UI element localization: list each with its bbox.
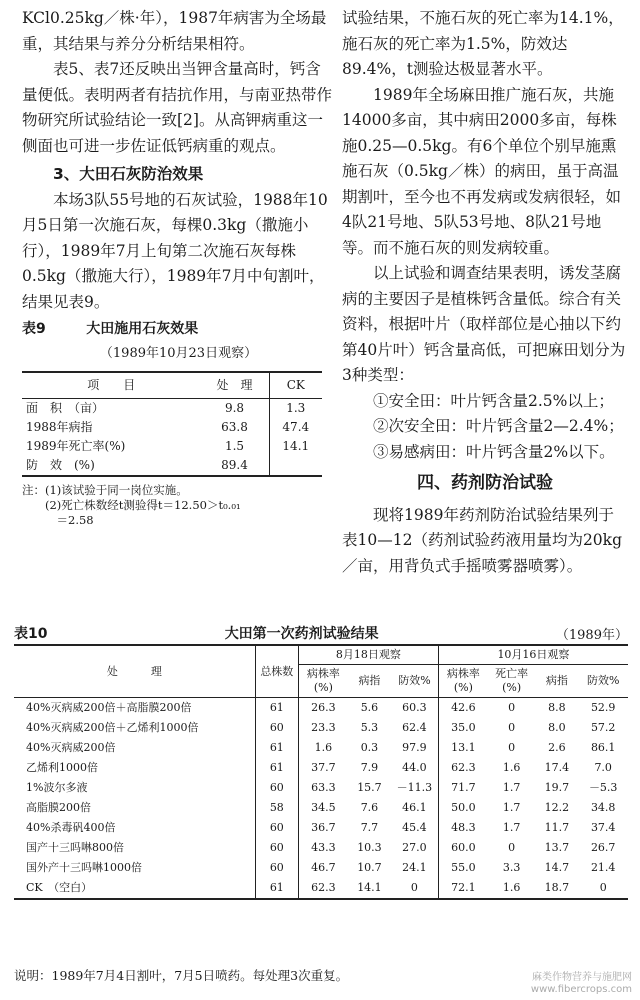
table-10-cell: 26.7 bbox=[590, 841, 616, 854]
table-10-header-index: 病指 bbox=[535, 665, 578, 698]
table-10-cell: 62.4 bbox=[402, 721, 427, 734]
table-10-cell: 27.0 bbox=[402, 841, 427, 854]
section-4-heading: 四、药剂防治试验 bbox=[417, 473, 553, 493]
table-10-cell: 17.4 bbox=[544, 761, 570, 774]
table-row bbox=[14, 858, 628, 878]
table-row bbox=[14, 758, 628, 778]
table-10-treatment-cell: 40%灭病威200倍＋高脂膜200倍 bbox=[26, 701, 192, 714]
table-10-cell: 0 bbox=[599, 881, 607, 894]
table-9-cell: 防 效 (%) bbox=[26, 457, 95, 472]
table-10-cell: 37.7 bbox=[298, 758, 348, 778]
table-9-cell: 1988年病指 bbox=[26, 419, 93, 434]
table-10-header-effect: 防效% bbox=[391, 665, 438, 698]
table-10-cell: 36.7 bbox=[298, 818, 348, 838]
table-9-cell: 1.3 bbox=[269, 398, 322, 418]
footnote: 说明：1989年7月4日割叶，7月5日喷药。每处理3次重复。 bbox=[14, 968, 349, 983]
table-9-cell: 1989年死亡率(%) bbox=[26, 438, 126, 453]
table-10-cell: 60.3 bbox=[402, 701, 427, 714]
table-10-title: 大田第一次药剂试验结果 bbox=[224, 626, 379, 642]
table-10-cell: 71.7 bbox=[438, 778, 488, 798]
table-row bbox=[14, 738, 628, 758]
table-9-subtitle: （1989年10月23日观察） bbox=[99, 346, 258, 361]
table-9-note: (2)死亡株数经t测验得t＝12.50＞t₀.₀₁ bbox=[22, 497, 241, 512]
table-10-cell: 61 bbox=[255, 758, 298, 778]
watermark-line: www.fibercrops.com bbox=[530, 984, 632, 995]
table-10-cell: 10.3 bbox=[357, 841, 382, 854]
table-10-cell: 21.4 bbox=[590, 861, 616, 874]
table-9-cell: 63.8 bbox=[221, 419, 248, 434]
table-10-cell: 37.4 bbox=[590, 821, 616, 834]
table-10-cell: 58 bbox=[255, 798, 298, 818]
table-10-cell: 24.1 bbox=[402, 861, 427, 874]
table-10-treatment-cell: 高脂膜200倍 bbox=[26, 801, 91, 814]
table-10-cell: 61 bbox=[255, 698, 298, 719]
table-10-cell: 34.5 bbox=[298, 798, 348, 818]
table-9-label: 表9 bbox=[22, 321, 46, 337]
left-para-2: 表5、表7还反映出当钾含量高时，钙含量便低。表明两者有拮抗作用，与南亚热带作物研究所试验结论一致[2]。从高钾病重这一侧面也可进一步佐证低钙病重的观点。 bbox=[22, 60, 333, 155]
table-10-cell: 5.6 bbox=[360, 701, 379, 714]
table-10-header-rate: 病株率(%) bbox=[438, 665, 488, 698]
table-10-cell: 7.0 bbox=[594, 761, 612, 774]
table-10-year: （1989年） bbox=[555, 627, 628, 643]
table-9-cell: 9.8 bbox=[224, 400, 245, 415]
table-10-body bbox=[14, 698, 628, 900]
table-row bbox=[22, 398, 322, 418]
table-row bbox=[14, 878, 628, 899]
list-item: ③易感病田：叶片钙含量2%以下。 bbox=[373, 442, 615, 461]
table-10-header-index: 病指 bbox=[348, 665, 391, 698]
table-10-treatment-cell: 1%波尔多液 bbox=[26, 781, 88, 794]
watermark-line: 麻类作物营养与施肥网 bbox=[532, 972, 632, 983]
table-10-cell: －11.3 bbox=[396, 781, 433, 794]
table-10-header-rate: 病株率(%) bbox=[298, 665, 348, 698]
table-10-grid bbox=[14, 644, 628, 900]
table-9-cell bbox=[269, 456, 322, 476]
table-row bbox=[14, 798, 628, 818]
table-10-cell: 60 bbox=[255, 858, 298, 878]
table-10-cell: 60 bbox=[255, 838, 298, 858]
table-10-cell: 45.4 bbox=[402, 821, 427, 834]
right-para-1: 试验结果，不施石灰的死亡率为14.1%，施石灰的死亡率为1.5%，防效达89.4%，t测验达极显著水平。 bbox=[342, 9, 624, 78]
table-10-cell: 62.3 bbox=[438, 758, 488, 778]
table-row bbox=[14, 778, 628, 798]
table-9-cell: 1.5 bbox=[224, 438, 245, 453]
table-9-note: 注：(1)该试验于同一岗位实施。 bbox=[22, 482, 188, 497]
table-10-cell: 3.3 bbox=[502, 861, 521, 874]
table-10-treatment-cell: 国外产十三吗啉1000倍 bbox=[26, 861, 142, 874]
table-10-cell: 7.9 bbox=[360, 761, 379, 774]
table-10-cell: 2.6 bbox=[548, 741, 566, 754]
table-row bbox=[14, 838, 628, 858]
table-10-cell: －5.3 bbox=[588, 781, 618, 794]
table-9-header-ck: CK bbox=[269, 372, 322, 399]
table-10-cell: 52.9 bbox=[590, 701, 616, 714]
table-10-cell: 10.7 bbox=[357, 861, 382, 874]
table-10-cell: 60 bbox=[255, 818, 298, 838]
table-10-cell: 55.0 bbox=[438, 858, 488, 878]
table-10-cell: 42.6 bbox=[438, 698, 488, 719]
table-10-cell: 18.7 bbox=[544, 881, 570, 894]
table-10-cell: 63.3 bbox=[298, 778, 348, 798]
table-10-cell: 15.7 bbox=[357, 781, 382, 794]
table-10-cell: 44.0 bbox=[402, 761, 427, 774]
list-item: ②次安全田：叶片钙含量2—2.4%； bbox=[373, 417, 624, 435]
table-9-cell: 89.4 bbox=[221, 457, 248, 472]
table-10-cell: 57.2 bbox=[590, 721, 616, 734]
table-10-label: 表10 bbox=[14, 626, 48, 642]
table-10-treatment-cell: 40%杀毒矾400倍 bbox=[26, 821, 116, 834]
table-10-cell: 60 bbox=[255, 778, 298, 798]
table-10 bbox=[14, 622, 628, 900]
table-10-cell: 7.6 bbox=[360, 801, 379, 814]
table-10-header-treat: 处 理 bbox=[14, 645, 255, 698]
table-9 bbox=[22, 319, 335, 528]
table-row bbox=[14, 818, 628, 838]
table-10-header-total: 总株数 bbox=[255, 645, 298, 698]
table-10-cell: 62.3 bbox=[298, 878, 348, 899]
table-10-cell: 13.1 bbox=[438, 738, 488, 758]
table-10-cell: 13.7 bbox=[544, 841, 570, 854]
left-para-3: 本场3队55号地的石灰试验，1988年10月5日第一次施石灰，每棵0.3kg（撒施小行），1989年7月上旬第二次施石灰每株0.5kg（撒施大行），1989年7月中旬割叶，结果见表9。 bbox=[22, 190, 328, 311]
table-10-cell: 86.1 bbox=[590, 741, 616, 754]
table-row bbox=[22, 437, 322, 456]
table-10-cell: 46.1 bbox=[402, 801, 427, 814]
table-10-cell: 14.7 bbox=[544, 861, 570, 874]
table-10-treatment-cell: 40%灭病威200倍 bbox=[26, 741, 116, 754]
table-10-cell: 19.7 bbox=[544, 781, 570, 794]
table-10-cell: 8.8 bbox=[548, 701, 566, 714]
table-10-header-effect: 防效% bbox=[578, 665, 628, 698]
table-10-cell: 1.7 bbox=[502, 781, 521, 794]
table-10-cell: 1.7 bbox=[502, 801, 521, 814]
table-10-cell: 8.0 bbox=[548, 721, 566, 734]
table-10-cell: 23.3 bbox=[298, 718, 348, 738]
table-10-treatment-cell: 乙烯利1000倍 bbox=[26, 761, 98, 774]
section-3-heading: 3、大田石灰防治效果 bbox=[53, 165, 204, 183]
table-9-grid bbox=[22, 371, 322, 477]
table-10-header-group-1: 8月18日观察 bbox=[298, 645, 438, 665]
table-9-note: ＝2.58 bbox=[22, 512, 94, 527]
left-column bbox=[22, 6, 335, 528]
table-10-cell: 5.3 bbox=[360, 721, 379, 734]
table-10-cell: 0.3 bbox=[360, 741, 379, 754]
right-para-3: 以上试验和调查结果表明，诱发茎腐病的主要因子是植株钙含量低。综合有关资料，根据叶片（取样部位是心抽以下约第40片叶）钙含量高低，可把麻田划分为3种类型： bbox=[342, 264, 626, 384]
table-row bbox=[14, 718, 628, 738]
table-10-cell: 1.6 bbox=[502, 881, 521, 894]
table-10-treatment-cell: CK （空白） bbox=[26, 881, 93, 894]
table-10-cell: 61 bbox=[255, 738, 298, 758]
list-item: ①安全田：叶片钙含量2.5%以上； bbox=[373, 391, 614, 410]
left-para-1: KCl0.25kg／株·年），1987年病害为全场最重，其结果与养分分析结果相符。 bbox=[22, 9, 327, 53]
right-para-4: 现将1989年药剂防治试验结果列于表10—12（药剂试验药液用量均为20kg／亩，用背负式手摇喷雾器喷雾）。 bbox=[342, 505, 622, 575]
table-9-notes bbox=[22, 483, 335, 528]
table-10-cell: 1.6 bbox=[502, 761, 521, 774]
table-10-cell: 50.0 bbox=[438, 798, 488, 818]
watermark bbox=[531, 972, 632, 996]
table-10-cell: 0 bbox=[508, 741, 516, 754]
table-9-header-item: 项 目 bbox=[22, 372, 200, 399]
table-row bbox=[22, 456, 322, 476]
table-10-cell: 60.0 bbox=[438, 838, 488, 858]
table-10-header-group-2: 10月16日观察 bbox=[438, 645, 628, 665]
right-column bbox=[342, 6, 628, 579]
table-10-cell: 0 bbox=[508, 721, 516, 734]
table-10-cell: 26.3 bbox=[298, 698, 348, 719]
table-9-cell: 47.4 bbox=[269, 418, 322, 437]
table-10-treatment-cell: 国产十三吗啉800倍 bbox=[26, 841, 124, 854]
table-10-cell: 46.7 bbox=[298, 858, 348, 878]
table-10-cell: 1.7 bbox=[502, 821, 521, 834]
table-10-cell: 0 bbox=[410, 881, 418, 894]
table-10-cell: 11.7 bbox=[544, 821, 570, 834]
table-10-cell: 0 bbox=[508, 841, 516, 854]
table-10-cell: 72.1 bbox=[438, 878, 488, 899]
table-10-cell: 1.6 bbox=[298, 738, 348, 758]
table-10-treatment-cell: 40%灭病威200倍＋乙烯利1000倍 bbox=[26, 721, 199, 734]
table-10-header-death: 死亡率(%) bbox=[488, 665, 535, 698]
table-row bbox=[22, 418, 322, 437]
table-9-header-treat: 处 理 bbox=[200, 372, 269, 399]
table-9-cell: 面 积 （亩） bbox=[26, 400, 105, 415]
table-10-cell: 34.8 bbox=[590, 801, 616, 814]
table-10-cell: 0 bbox=[508, 701, 516, 714]
table-10-cell: 43.3 bbox=[298, 838, 348, 858]
table-9-title: 大田施用石灰效果 bbox=[86, 321, 199, 337]
table-10-cell: 48.3 bbox=[438, 818, 488, 838]
table-10-cell: 35.0 bbox=[438, 718, 488, 738]
table-9-cell: 14.1 bbox=[269, 437, 322, 456]
table-10-cell: 12.2 bbox=[544, 801, 570, 814]
table-10-cell: 61 bbox=[255, 878, 298, 899]
table-10-cell: 7.7 bbox=[360, 821, 379, 834]
table-10-cell: 97.9 bbox=[402, 741, 427, 754]
table-10-cell: 14.1 bbox=[357, 881, 382, 894]
table-row bbox=[14, 698, 628, 719]
table-10-cell: 60 bbox=[255, 718, 298, 738]
right-para-2: 1989年全场麻田推广施石灰，共施14000多亩，其中病田2000多亩，每株施0.25—0.5kg。有6个单位个别早施熏施石灰（0.5kg／株）的病田，虽于高温期割叶，至今也不再发病或发病很轻，如4队21号地、5队53号地、8队21号地等。而不施石灰的则发病较重。 bbox=[342, 85, 622, 257]
